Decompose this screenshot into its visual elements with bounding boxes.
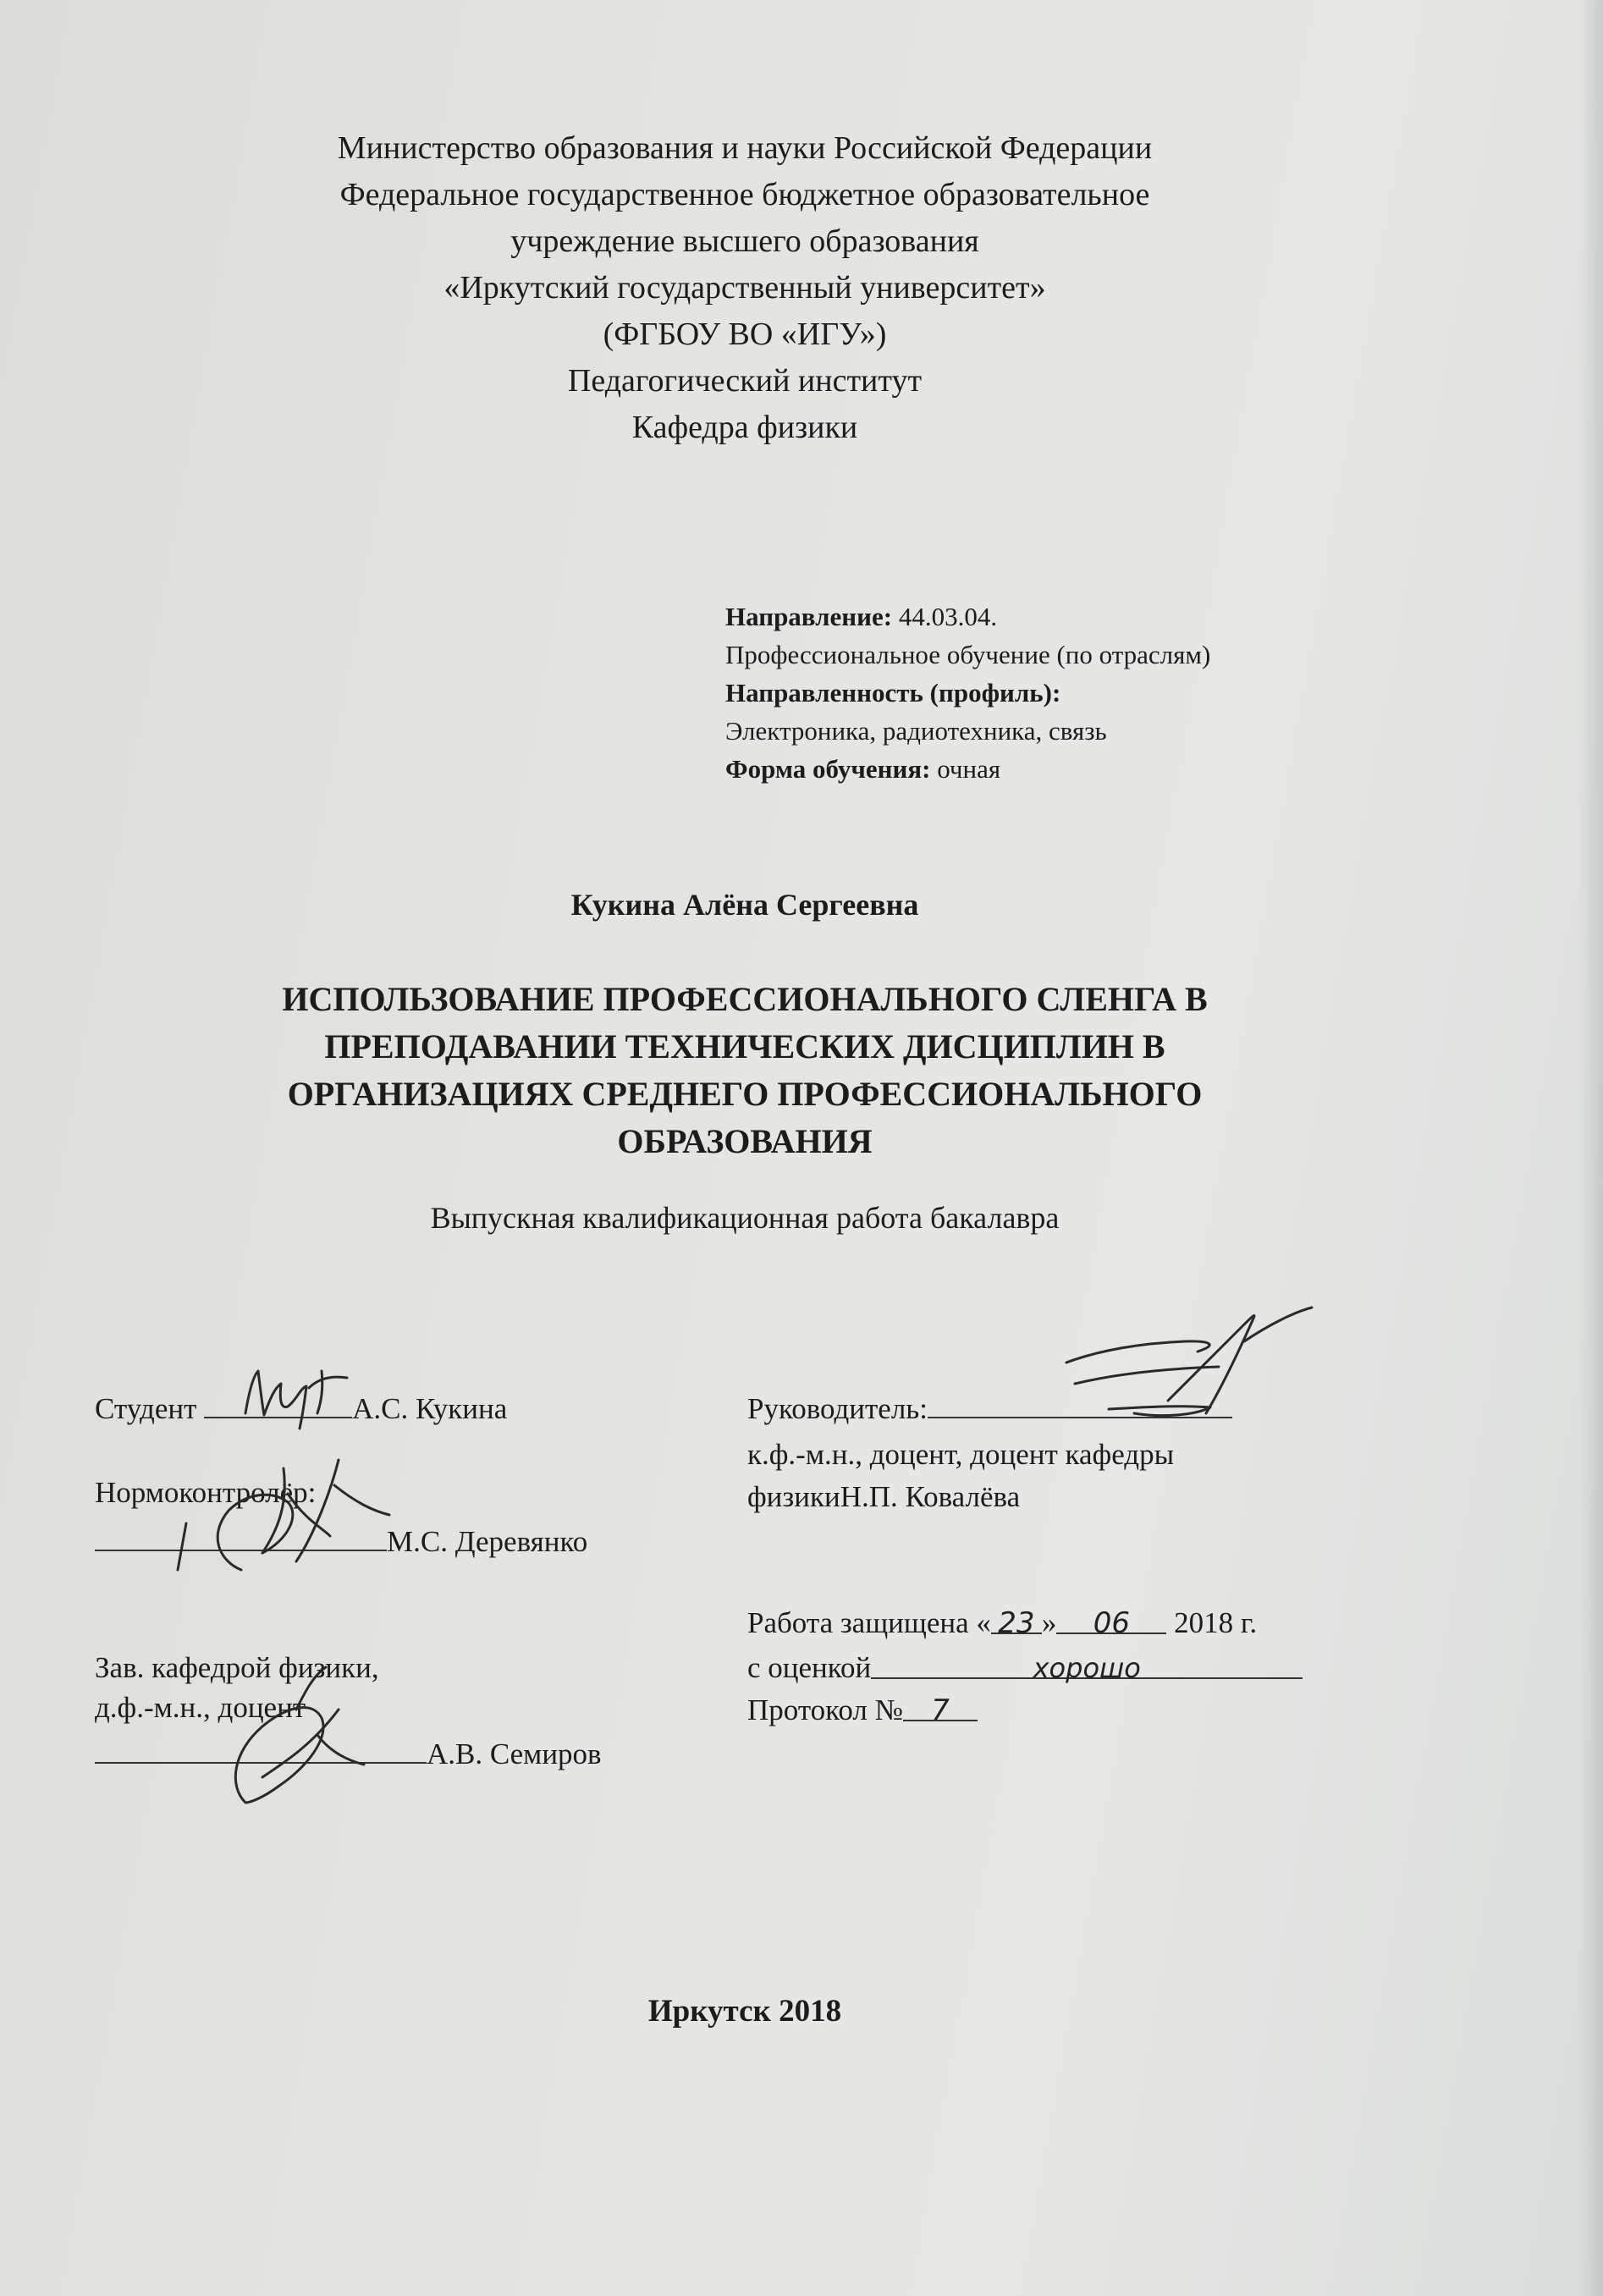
thesis-title	[0, 976, 1490, 1165]
student-signature	[229, 1354, 381, 1430]
thesis-title-line: ОБРАЗОВАНИЯ	[617, 1122, 873, 1160]
grade-label: с оценкой	[747, 1651, 872, 1684]
direction-label: Направление:	[725, 602, 893, 631]
supervisor-label: Руководитель:	[747, 1392, 928, 1425]
supervisor-signature	[1049, 1291, 1337, 1434]
institution-header	[0, 125, 1490, 451]
header-line-department: Кафедра физики	[631, 410, 858, 445]
normocontrol-name: М.С. Деревянко	[387, 1525, 588, 1558]
work-type: Выпускная квалификационная работа бакалавра	[430, 1201, 1060, 1235]
head-label: Зав. кафедрой физики,	[95, 1651, 379, 1684]
defended-day: 23	[991, 1604, 1042, 1634]
header-line-abbreviation: (ФГБОУ ВО «ИГУ»)	[603, 317, 887, 352]
author-name: Кукина Алёна Сергеевна	[570, 888, 919, 922]
supervisor-name: физикиН.П. Ковалёва	[747, 1480, 1021, 1513]
defended-label: Работа защищена «	[747, 1606, 991, 1639]
direction-code: 44.03.04.	[898, 602, 998, 631]
student-name: А.С. Кукина	[352, 1392, 508, 1425]
city-year: Иркутск 2018	[647, 1994, 842, 2029]
protocol-row	[747, 1691, 978, 1730]
defended-month: 06	[1056, 1604, 1166, 1634]
profile-label: Направленность (профиль):	[725, 678, 1061, 708]
protocol-value: 7	[903, 1691, 978, 1721]
defended-year: 2018 г.	[1174, 1606, 1258, 1639]
header-line-federal: Федеральное государственное бюджетное образовательное	[339, 177, 1150, 212]
supervisor-degree: к.ф.-м.н., доцент, доцент кафедры	[747, 1438, 1175, 1471]
head-name: А.В. Семиров	[427, 1737, 602, 1770]
study-form-label: Форма обучения:	[725, 754, 931, 784]
supervisor-name-row	[747, 1478, 1020, 1517]
defended-mid: »	[1041, 1606, 1057, 1639]
head-degree: д.ф.-м.н., доцент	[95, 1691, 306, 1724]
header-line-ministry: Министерство образования и науки Российской Федерации	[337, 130, 1153, 166]
thesis-title-line: ОРГАНИЗАЦИЯХ СРЕДНЕГО ПРОФЕССИОНАЛЬНОГО	[287, 1075, 1203, 1113]
direction-name: Профессиональное обучение (по отраслям)	[725, 640, 1211, 669]
student-label: Студент	[95, 1392, 197, 1425]
head-signature	[212, 1659, 381, 1820]
thesis-title-line: ПРЕПОДАВАНИИ ТЕХНИЧЕСКИХ ДИСЦИПЛИН В	[324, 1027, 1165, 1065]
header-line-institute: Педагогический институт	[567, 363, 923, 399]
header-line-institution-type: учреждение высшего образования	[510, 223, 979, 259]
thesis-title-line: ИСПОЛЬЗОВАНИЕ ПРОФЕССИОНАЛЬНОГО СЛЕНГА В	[282, 980, 1208, 1018]
page-edge-shadow	[1579, 0, 1603, 2296]
header-line-university: «Иркутский государственный университет»	[443, 270, 1046, 306]
supervisor-degree-row	[747, 1435, 1174, 1474]
protocol-label: Протокол №	[747, 1693, 904, 1726]
normocontrol-signature	[161, 1443, 406, 1587]
normocontrol-label: Нормоконтролёр:	[95, 1476, 317, 1509]
study-direction-block	[725, 597, 1210, 788]
defense-date-row	[747, 1604, 1257, 1643]
study-form-value: очная	[937, 754, 1001, 784]
grade-value: хорошо	[871, 1649, 1303, 1679]
grade-row	[747, 1649, 1303, 1688]
profile-value: Электроника, радиотехника, связь	[725, 716, 1107, 746]
